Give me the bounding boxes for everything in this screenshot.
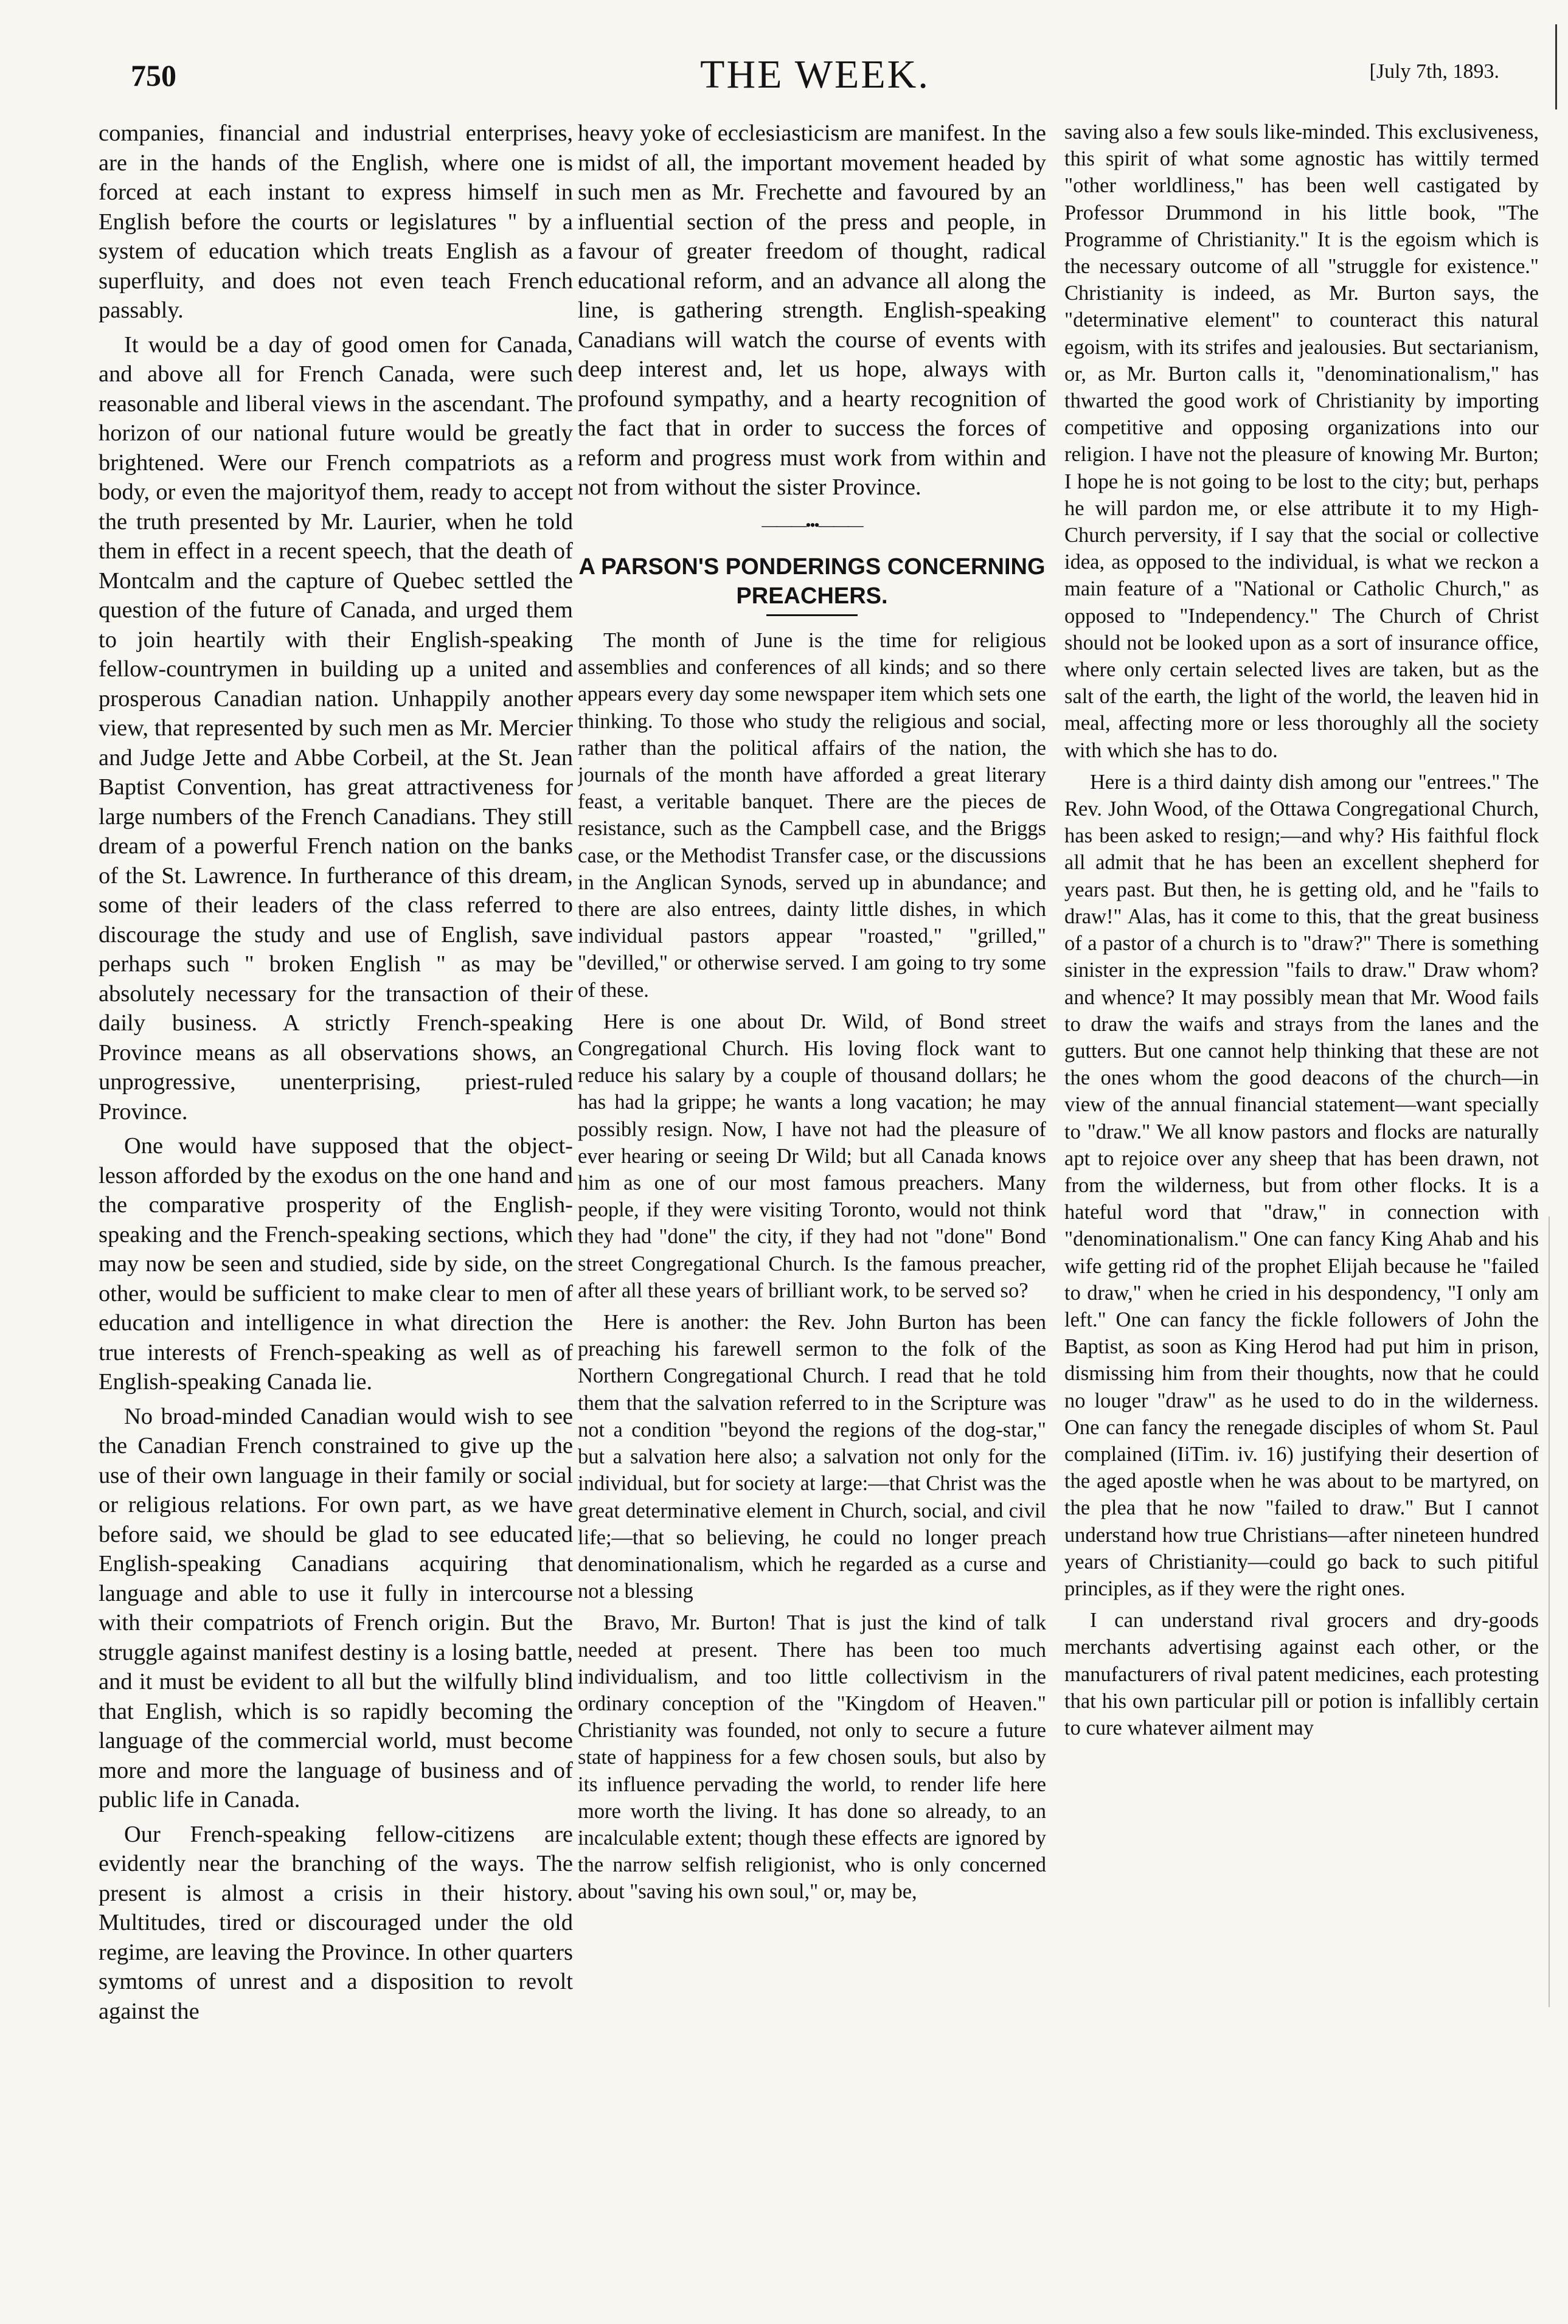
paragraph: Bravo, Mr. Burton! That is just the kind of talk needed at present. There has been too much individualism, and too little collectivism in the ordinary conception of the "Kingdom of Heaven." Christianity was founded, not only to secure a future state of happiness for a few chosen souls, but also by its influence pervading the world, to render life here more worth the living. It has done so already, to an incalculable extent; though these effects are ignored by the narrow selfish religionist, who is only concerned about "saving his own soul," or, may be, [578,1611,1046,1904]
page-edge-mark [1555,24,1557,109]
paragraph: companies, financial and industrial enterprises, are in the hands of the English, where one is forced at each instant to express himself in English before the courts or legislatures " by a system of education which treats English as a superfluity, and does not even teach French passably. [99,120,573,323]
paragraph: The month of June is the time for religious assemblies and conferences of all kinds; and so there appears every day some newspaper item which sets one thinking. To those who study the religious and social, rather than the political affairs of the nation, the journals of the month have afforded a great literary feast, a veritable banquet. There are the pieces de resistance, such as the Campbell case, and the Briggs case, or the Methodist Transfer case, or the discussions in the Anglican Synods, served up in abundance; and there are also entrees, dainty little dishes, in which individual pastors appear "roasted," "grilled," "devilled," or otherwise served. I am going to try some of these. [578,629,1046,1002]
paragraph: Here is one about Dr. Wild, of Bond street Congregational Church. His loving flock want to reduce his salary by a couple of thousand dollars; he has had la grippe; he wants a long vacation; he may possibly resign. Now, I have not had the pleasure of ever hearing or seeing Dr Wild; but all Canada knows him as one of our most famous preachers. Many people, if they were visiting Toronto, would not think they had "done" the city, if they had not "done" Bond street Congregational Church. Is the famous preacher, after all these years of brilliant work, to be served so? [578,1010,1046,1302]
issue-date: [July 7th, 1893. [1369,60,1499,83]
journal-title: THE WEEK. [700,52,930,97]
paragraph: One would have supposed that the object-lesson afforded by the exodus on the one hand and the comparative prosperity of the English-speaking and the French-speaking sections, which may now be seen and studied, side by side, on the other, would be sufficient to make clear to men of education and intelligence in what direction the true interests of French-speaking as well as of English-speaking Canada lie. [99,1133,573,1395]
paragraph: Here is another: the Rev. John Burton has been preaching his farewell sermon to the folk of the Northern Congregational Church. I read that he told them that the salvation referred to in the Scripture was not a condition "beyond the regions of the dog-star," but a salvation here also; a salvation not only for the individual, but for society at large:—that Christ was the great determinative element in Church, social, and civil life;—that so believing, he could no longer preach denominationalism, which he regarded as a curse and not a blessing [578,1311,1046,1603]
paragraph: No broad-minded Canadian would wish to see the Canadian French constrained to give up the use of their own language in their family or social or religious relations. For own part, as we have before said, we should be glad to see educated English-speaking Canadians acquiring that language and able to use it fully in intercourse with their compatriots of French origin. But the struggle against manifest destiny is a losing battle, and it must be evident to all but the wilfully blind that English, which is so rapidly becoming the language of the commercial world, must become more and more the language of business and of public life in Canada. [99,1403,573,1812]
paragraph: heavy yoke of ecclesiasticism are manifest. In the midst of all, the important movement headed by such men as Mr. Frechette and favoured by an influential section of the press and people, in favour of greater freedom of thought, radical educational reform, and an advance all along the line, is gathering strength. English-speaking Canadians will watch the course of events with deep interest and, let us hope, always with profound sympathy, and a hearty recognition of the fact that in order to success the forces of reform and progress must work from within and not from without the sister Province. [578,120,1046,500]
paragraph: saving also a few souls like-minded. This exclusiveness, this spirit of what some agnostic has wittily termed "other worldliness," has been well castigated by Professor Drummond in his little book, "The Programme of Christianity." It is the egoism which is the necessary outcome of all "struggle for existence." Christianity is indeed, as Mr. Burton says, the "determinative element" to counteract this natural egoism, with its strifes and jealousies. But sectarianism, or, as Mr. Burton calls it, "denominationalism," has thwarted the good work of Christianity by importing competitive and opposing organizations into our religion. I have not the pleasure of knowing Mr. Burton; I hope he is not going to be lost to the city; but, perhaps he will pardon me, or else attribute it to my High-Church perversity, if I say that the social or collective idea, as opposed to the individual, is what we reckon a main feature of a "National or Catholic Church," as opposed to "Independency." The Church of Christ should not be looked upon as a sort of insurance office, where only certain selected lives are taken, but as the salt of the earth, the light of the world, the leaven hid in meal, affecting more or less thoroughly all the society with which she has to do. [1064,120,1539,762]
page-edge-shadow [1549,1216,1550,2007]
title-rule [766,614,858,616]
paragraph: Our French-speaking fellow-citizens are evidently near the branching of the ways. The present is almost a crisis in their history. Multitudes, tired or discouraged under the old regime, are leaving the Province. In other quarters symtoms of unrest and a disposition to revolt against the [99,1821,573,2024]
page-number: 750 [131,58,176,92]
column-2 [578,119,1046,2296]
paragraph: It would be a day of good omen for Canada, and above all for French Canada, were such reasonable and liberal views in the ascendant. The horizon of our national future would be greatly brightened. Were our French compatriots as a body, or even the majorityof them, ready to accept the truth presented by Mr. Laurier, when he told them in effect in a recent speech, that the death of Montcalm and the capture of Quebec settled the question of the future of Canada, and urged them to join heartily with their English-speaking fellow-countrymen in building up a united and prosperous Canadian nation. Unhappily another view, that represented by such men as Mr. Mercier and Judge Jette and Abbe Corbeil, at the St. Jean Baptist Convention, has great attractiveness for large numbers of the French Canadians. They still dream of a powerful French nation on the banks of the St. Lawrence. In furtherance of this dream, some of their leaders of the class referred to discourage the study and use of English, save perhaps such " broken English " as may be absolutely necessary for the transaction of their daily business. A strictly French-speaking Province means as all observations shows, an unprogressive, unenterprising, priest-ruled Province. [99,331,573,1125]
paragraph: I can understand rival grocers and dry-goods merchants advertising against each other, or the manufacturers of rival patent medicines, each protesting that his own particular pill or potion is infallibly certain to cure whatever ailment may [1064,1609,1539,1740]
column-1 [99,119,573,2296]
column-3 [1064,119,1539,2296]
page-header [131,52,1499,106]
paragraph: Here is a third dainty dish among our "entrees." The Rev. John Wood, of the Ottawa Congregational Church, has been asked to resign;—and why? His faithful flock all admit that he has been an excellent shepherd for years past. But then, he is getting old, and he "fails to draw!" Alas, has it come to this, that the great business of a pastor of a church is to "draw?" There is something sinister in the expression "fails to draw." Draw whom? and whence? It may possibly mean that Mr. Wood fails to draw the waifs and strays from the lanes and the gutters. But one cannot help thinking that these are not the ones whom the good deacons of the church—in view of the annual financial statement—want specially to "draw." We all know pastors and flocks are naturally apt to rejoice over any sheep that has been drawn, not from the wilderness, but from other flocks. It is a hateful word that "draw," in connection with "denominationalism." One can fancy King Ahab and his wife getting rid of the prophet Elijah because he "failed to draw," when he cried in his despondency, "I only am left." One can fancy the fickle followers of John the Baptist, as soon as King Herod had put him in prison, dismissing him from their thoughts, now that he could no louger "draw" as he used to do in the wilderness. One can fancy the renegade disciples of whom St. Paul complained (IiTim. iv. 16) justifying their desertion of the aged apostle when he was about to be martyred, on the plea that he now "failed to draw." But I cannot understand how true Christians—after nineteen hundred years of Christianity—could go back to such pitiful principles, as if they were the right ones. [1064,770,1539,1600]
section-divider: ———•••——— [761,516,862,534]
article-title: A PARSON'S PONDERINGS CONCERNING PREACHERS. [578,554,1046,609]
